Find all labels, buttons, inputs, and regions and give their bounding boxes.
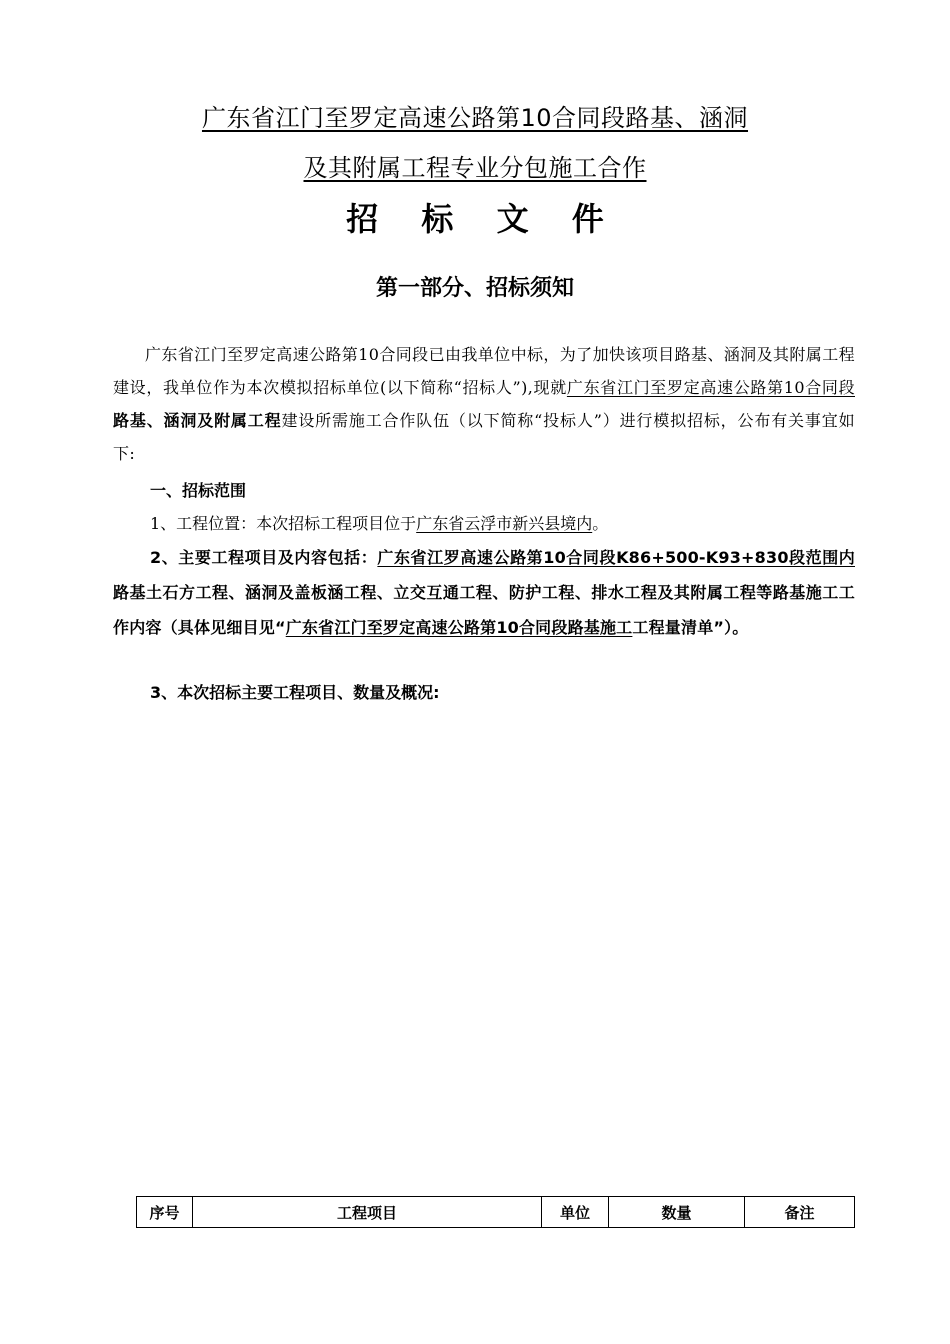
- col-header-quantity: 数量: [609, 1197, 745, 1228]
- item-1-end: 。: [592, 514, 609, 533]
- item-2-end: 工程量清单”）。: [632, 618, 749, 637]
- intro-text-1: 广东省江门至罗定高速公路第10合同段已由我单位中标，为了加快该项目路基、涵洞及其附属工程建设，我单位作为本次模拟招标单位(以下简称“招标人”),现就: [113, 345, 855, 397]
- section-1-heading: 一、招标范围: [150, 481, 247, 500]
- intro-project-name: 广东省江门至罗定高速公路第10合同段: [566, 378, 855, 397]
- col-header-unit: 单位: [542, 1197, 609, 1228]
- intro-scope: 路基、涵洞及附属工程: [113, 411, 282, 430]
- item-1-location-value: 广东省云浮市新兴县境内: [416, 514, 593, 533]
- item-2-label: 2、主要工程项目及内容包括：: [150, 548, 378, 567]
- part-heading: 第一部分、招标须知: [375, 276, 574, 301]
- item-1-location: [150, 507, 855, 540]
- col-header-item: 工程项目: [193, 1197, 542, 1228]
- item-2-content: 路基土石方工程、涵洞及盖板涵工程、立交互通工程、防护工程、排水工程及其附属工程等路基施工工作内容（具体见细目见“: [113, 583, 855, 637]
- item-1-label: 1、工程位置：本次招标工程项目位于: [150, 514, 417, 533]
- table-header-row: [137, 1197, 855, 1228]
- intro-paragraph: [113, 338, 855, 470]
- document-title-line-2: 及其附属工程专业分包施工合作: [303, 154, 647, 182]
- document-title-line-1: 广东省江门至罗定高速公路第10合同段路基、涵洞: [201, 104, 749, 132]
- item-2-range: 广东省江罗高速公路第10合同段K86+500-K93+830段范围内: [377, 548, 855, 567]
- document-heading: 招 标 文 件: [346, 200, 620, 238]
- item-2-scope: [113, 540, 855, 645]
- intro-text-2: 建设所需施工合作队伍（以下简称“投标人”）进行模拟招标，公布有关事宜如下:: [113, 411, 855, 463]
- col-header-seq: 序号: [137, 1197, 193, 1228]
- item-2-list-name: 广东省江门至罗定高速公路第10合同段路基施工: [285, 618, 633, 637]
- work-items-table: [136, 1196, 855, 1228]
- col-header-remarks: 备注: [745, 1197, 855, 1228]
- item-3-heading: 3、本次招标主要工程项目、数量及概况:: [150, 683, 440, 702]
